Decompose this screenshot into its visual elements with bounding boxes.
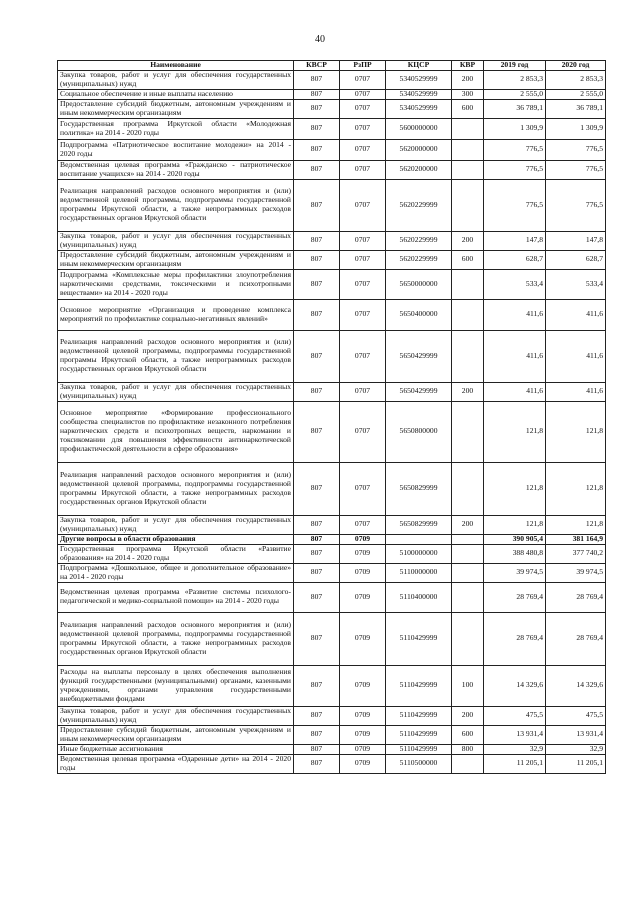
row-2019: 32,9 (484, 744, 546, 754)
row-2019: 13 931,4 (484, 725, 546, 744)
table-row (58, 330, 606, 382)
row-kcsr: 5650829999 (386, 462, 452, 515)
table-row (58, 382, 606, 401)
header-kcsr: КЦСР (386, 61, 452, 71)
table-row (58, 665, 606, 706)
row-kcsr: 5340529999 (386, 89, 452, 99)
row-kvsr: 807 (294, 744, 340, 754)
row-rzpr: 0707 (340, 89, 386, 99)
row-kvsr: 807 (294, 89, 340, 99)
row-name: Закупка товаров, работ и услуг для обеспечения государственных (муниципальных) нужд (58, 71, 294, 90)
row-kvr: 200 (452, 71, 484, 90)
row-kvsr: 807 (294, 582, 340, 612)
row-kvr: 100 (452, 665, 484, 706)
row-kvr: 200 (452, 706, 484, 725)
row-rzpr: 0707 (340, 179, 386, 231)
table-row (58, 534, 606, 544)
row-rzpr: 0709 (340, 544, 386, 563)
row-name: Иные бюджетные ассигнования (58, 744, 294, 754)
row-name: Подпрограмма «Патриотическое воспитание молодежи» на 2014 - 2020 годы (58, 139, 294, 160)
row-2020: 776,5 (546, 139, 606, 160)
row-name: Государственная программа Иркутской области «Молодежная политика» на 2014 - 2020 годы (58, 118, 294, 139)
row-rzpr: 0707 (340, 71, 386, 90)
row-2019: 14 329,6 (484, 665, 546, 706)
row-kvr: 200 (452, 515, 484, 534)
row-2019: 776,5 (484, 160, 546, 179)
row-kcsr: 5340529999 (386, 71, 452, 90)
table-row (58, 299, 606, 330)
row-name: Реализация направлений расходов основного мероприятия и (или) ведомственной целевой программы, подпрограммы государственной программы Иркутской области, а также непрограммных расходов государственных органов Иркутской области (58, 462, 294, 515)
row-kvsr: 807 (294, 179, 340, 231)
row-kvsr: 807 (294, 139, 340, 160)
header-2019: 2019 год (484, 61, 546, 71)
row-kvsr: 807 (294, 665, 340, 706)
row-2019: 2 555,0 (484, 89, 546, 99)
table-row (58, 269, 606, 299)
row-2020: 2 555,0 (546, 89, 606, 99)
row-rzpr: 0707 (340, 118, 386, 139)
table-row (58, 725, 606, 744)
row-2020: 475,5 (546, 706, 606, 725)
row-2019: 147,8 (484, 231, 546, 250)
row-2019: 776,5 (484, 179, 546, 231)
table-row (58, 99, 606, 118)
row-name: Реализация направлений расходов основного мероприятия и (или) ведомственной целевой программы, подпрограммы государственной программы Иркутской области, а также непрограммных расходов государственных органов Иркутской области (58, 612, 294, 665)
table-row (58, 179, 606, 231)
row-kcsr: 5620229999 (386, 179, 452, 231)
row-rzpr: 0707 (340, 269, 386, 299)
row-2020: 14 329,6 (546, 665, 606, 706)
row-2019: 28 769,4 (484, 612, 546, 665)
row-name: Закупка товаров, работ и услуг для обеспечения государственных (муниципальных) нужд (58, 706, 294, 725)
row-kvsr: 807 (294, 563, 340, 582)
table-row (58, 89, 606, 99)
row-2019: 390 905,4 (484, 534, 546, 544)
table-body (58, 71, 606, 774)
row-kcsr: 5650000000 (386, 269, 452, 299)
row-kvsr: 807 (294, 231, 340, 250)
row-2020: 39 974,5 (546, 563, 606, 582)
row-kvsr: 807 (294, 706, 340, 725)
row-2020: 11 205,1 (546, 754, 606, 773)
row-rzpr: 0707 (340, 250, 386, 269)
row-kvsr: 807 (294, 515, 340, 534)
row-2020: 28 769,4 (546, 612, 606, 665)
row-kcsr: 5110429999 (386, 744, 452, 754)
table-row (58, 515, 606, 534)
table-header-row (58, 61, 606, 71)
row-name: Закупка товаров, работ и услуг для обеспечения государственных (муниципальных) нужд (58, 382, 294, 401)
budget-table (57, 60, 606, 774)
row-kvsr: 807 (294, 725, 340, 744)
row-kvsr: 807 (294, 462, 340, 515)
row-rzpr: 0707 (340, 299, 386, 330)
row-rzpr: 0707 (340, 231, 386, 250)
row-2020: 36 789,1 (546, 99, 606, 118)
row-kvr: 200 (452, 382, 484, 401)
row-2019: 533,4 (484, 269, 546, 299)
row-2019: 121,8 (484, 462, 546, 515)
header-kvr: КВР (452, 61, 484, 71)
row-name: Основное мероприятие «Формирование профессионального сообщества специалистов по профилактике незаконного потребления наркотических средств и психотропных веществ, наркомании и токсикомании для повышения эффективности антинаркотической профилактической деятельности в сфере образования» (58, 401, 294, 462)
row-kvr (452, 534, 484, 544)
row-2020: 776,5 (546, 179, 606, 231)
table-row (58, 744, 606, 754)
row-rzpr: 0707 (340, 401, 386, 462)
row-kcsr: 5650400000 (386, 299, 452, 330)
row-2019: 628,7 (484, 250, 546, 269)
row-kvr (452, 544, 484, 563)
row-2019: 1 309,9 (484, 118, 546, 139)
table-row (58, 71, 606, 90)
row-kvr: 300 (452, 89, 484, 99)
table-row (58, 118, 606, 139)
row-2020: 121,8 (546, 515, 606, 534)
row-kvr (452, 612, 484, 665)
row-kvr: 600 (452, 99, 484, 118)
row-rzpr: 0709 (340, 534, 386, 544)
row-kvsr: 807 (294, 250, 340, 269)
row-kvr: 200 (452, 231, 484, 250)
row-kcsr: 5340529999 (386, 99, 452, 118)
row-name: Ведомственная целевая программа «Одаренные дети» на 2014 - 2020 годы (58, 754, 294, 773)
row-name: Ведомственная целевая программа «Развитие системы психолого-педагогической и медико-социальной помощи» на 2014 - 2020 годы (58, 582, 294, 612)
row-kvsr: 807 (294, 612, 340, 665)
row-kcsr: 5650429999 (386, 330, 452, 382)
row-name: Ведомственная целевая программа «Гражданско - патриотическое воспитание учащихся» на 2014 - 2020 годы (58, 160, 294, 179)
row-kcsr (386, 534, 452, 544)
row-kvr (452, 462, 484, 515)
table-row (58, 462, 606, 515)
row-kcsr: 5650800000 (386, 401, 452, 462)
row-kcsr: 5650829999 (386, 515, 452, 534)
row-2020: 121,8 (546, 462, 606, 515)
row-2019: 388 480,8 (484, 544, 546, 563)
row-kvr: 600 (452, 725, 484, 744)
row-2019: 28 769,4 (484, 582, 546, 612)
row-kcsr: 5620200000 (386, 160, 452, 179)
row-name: Реализация направлений расходов основного мероприятия и (или) ведомственной целевой программы, подпрограммы государственной программы Иркутской области, а также непрограммных расходов государственных органов Иркутской области (58, 330, 294, 382)
row-name: Расходы на выплаты персоналу в целях обеспечения выполнения функций государственными (муниципальными) органами, казенными учреждениями, органами управления государственными внебюджетными фондами (58, 665, 294, 706)
row-rzpr: 0709 (340, 563, 386, 582)
row-2019: 2 853,3 (484, 71, 546, 90)
row-kcsr: 5110400000 (386, 582, 452, 612)
row-kvsr: 807 (294, 160, 340, 179)
row-kvsr: 807 (294, 534, 340, 544)
table-row (58, 544, 606, 563)
row-rzpr: 0707 (340, 330, 386, 382)
row-kvr (452, 582, 484, 612)
header-name: Наименование (58, 61, 294, 71)
row-rzpr: 0709 (340, 725, 386, 744)
table-row (58, 250, 606, 269)
row-name: Основное мероприятие «Организация и проведение комплекса мероприятий по профилактике социально-негативных явлений» (58, 299, 294, 330)
row-rzpr: 0709 (340, 744, 386, 754)
row-name: Предоставление субсидий бюджетным, автономным учреждениям и иным некоммерческим организациям (58, 725, 294, 744)
row-kvsr: 807 (294, 299, 340, 330)
row-rzpr: 0707 (340, 462, 386, 515)
row-kcsr: 5110429999 (386, 612, 452, 665)
row-kvsr: 807 (294, 71, 340, 90)
row-kcsr: 5110500000 (386, 754, 452, 773)
table-row (58, 139, 606, 160)
row-kvr (452, 299, 484, 330)
row-name: Реализация направлений расходов основного мероприятия и (или) ведомственной целевой программы, подпрограммы государственной программы Иркутской области, а также непрограммных расходов государственных органов Иркутской области (58, 179, 294, 231)
row-2019: 39 974,5 (484, 563, 546, 582)
row-kvr (452, 330, 484, 382)
row-name: Предоставление субсидий бюджетным, автономным учреждениям и иным некоммерческим организациям (58, 250, 294, 269)
row-kvr (452, 160, 484, 179)
row-kvsr: 807 (294, 269, 340, 299)
table-row (58, 160, 606, 179)
row-kvr (452, 563, 484, 582)
row-2019: 776,5 (484, 139, 546, 160)
row-2019: 411,6 (484, 330, 546, 382)
table-row (58, 401, 606, 462)
row-kvr: 800 (452, 744, 484, 754)
row-kvsr: 807 (294, 382, 340, 401)
row-name: Закупка товаров, работ и услуг для обеспечения государственных (муниципальных) нужд (58, 231, 294, 250)
table-row (58, 231, 606, 250)
row-kcsr: 5650429999 (386, 382, 452, 401)
row-2019: 411,6 (484, 299, 546, 330)
row-kvr (452, 401, 484, 462)
row-kvr (452, 118, 484, 139)
row-2019: 475,5 (484, 706, 546, 725)
page-number: 40 (315, 34, 325, 45)
row-2020: 377 740,2 (546, 544, 606, 563)
row-kvsr: 807 (294, 754, 340, 773)
row-kvsr: 807 (294, 330, 340, 382)
row-2020: 411,6 (546, 382, 606, 401)
row-2020: 2 853,3 (546, 71, 606, 90)
row-2020: 411,6 (546, 330, 606, 382)
row-kvsr: 807 (294, 401, 340, 462)
row-name: Подпрограмма «Дошкольное, общее и дополнительное образование» на 2014 - 2020 годы (58, 563, 294, 582)
row-2019: 11 205,1 (484, 754, 546, 773)
row-kcsr: 5100000000 (386, 544, 452, 563)
row-kcsr: 5620229999 (386, 231, 452, 250)
row-rzpr: 0707 (340, 160, 386, 179)
row-rzpr: 0709 (340, 665, 386, 706)
row-kvsr: 807 (294, 544, 340, 563)
row-rzpr: 0707 (340, 139, 386, 160)
row-kvr (452, 179, 484, 231)
header-2020: 2020 год (546, 61, 606, 71)
row-kcsr: 5620000000 (386, 139, 452, 160)
row-name: Закупка товаров, работ и услуг для обеспечения государственных (муниципальных) нужд (58, 515, 294, 534)
row-2020: 121,8 (546, 401, 606, 462)
row-kcsr: 5110429999 (386, 706, 452, 725)
row-name: Другие вопросы в области образования (58, 534, 294, 544)
row-2020: 533,4 (546, 269, 606, 299)
row-2020: 147,8 (546, 231, 606, 250)
row-2020: 776,5 (546, 160, 606, 179)
table-row (58, 612, 606, 665)
header-kvsr: КВСР (294, 61, 340, 71)
row-2019: 36 789,1 (484, 99, 546, 118)
row-2019: 121,8 (484, 515, 546, 534)
row-kvr (452, 269, 484, 299)
row-name: Подпрограмма «Комплексные меры профилактики злоупотребления наркотическими средствами, токсическими и психотропными веществами» на 2014 - 2020 годы (58, 269, 294, 299)
row-kvsr: 807 (294, 99, 340, 118)
row-kcsr: 5600000000 (386, 118, 452, 139)
table-row (58, 706, 606, 725)
row-2020: 411,6 (546, 299, 606, 330)
row-kvr: 600 (452, 250, 484, 269)
header-rzpr: РзПР (340, 61, 386, 71)
row-2020: 628,7 (546, 250, 606, 269)
row-2020: 28 769,4 (546, 582, 606, 612)
row-rzpr: 0709 (340, 612, 386, 665)
row-kcsr: 5110000000 (386, 563, 452, 582)
table-row (58, 754, 606, 773)
row-2020: 381 164,9 (546, 534, 606, 544)
row-name: Предоставление субсидий бюджетным, автономным учреждениям и иным некоммерческим организациям (58, 99, 294, 118)
table-row (58, 582, 606, 612)
row-kvr (452, 139, 484, 160)
row-2020: 1 309,9 (546, 118, 606, 139)
row-2020: 13 931,4 (546, 725, 606, 744)
row-rzpr: 0707 (340, 99, 386, 118)
row-kcsr: 5110429999 (386, 665, 452, 706)
row-rzpr: 0709 (340, 706, 386, 725)
row-rzpr: 0709 (340, 582, 386, 612)
row-kvr (452, 754, 484, 773)
row-name: Социальное обеспечение и иные выплаты населению (58, 89, 294, 99)
row-2019: 121,8 (484, 401, 546, 462)
row-2020: 32,9 (546, 744, 606, 754)
row-rzpr: 0707 (340, 515, 386, 534)
row-name: Государственная программа Иркутской области «Развитие образования» на 2014 - 2020 годы (58, 544, 294, 563)
row-kcsr: 5620229999 (386, 250, 452, 269)
row-kvsr: 807 (294, 118, 340, 139)
row-kcsr: 5110429999 (386, 725, 452, 744)
row-rzpr: 0709 (340, 754, 386, 773)
table-row (58, 563, 606, 582)
row-2019: 411,6 (484, 382, 546, 401)
row-rzpr: 0707 (340, 382, 386, 401)
